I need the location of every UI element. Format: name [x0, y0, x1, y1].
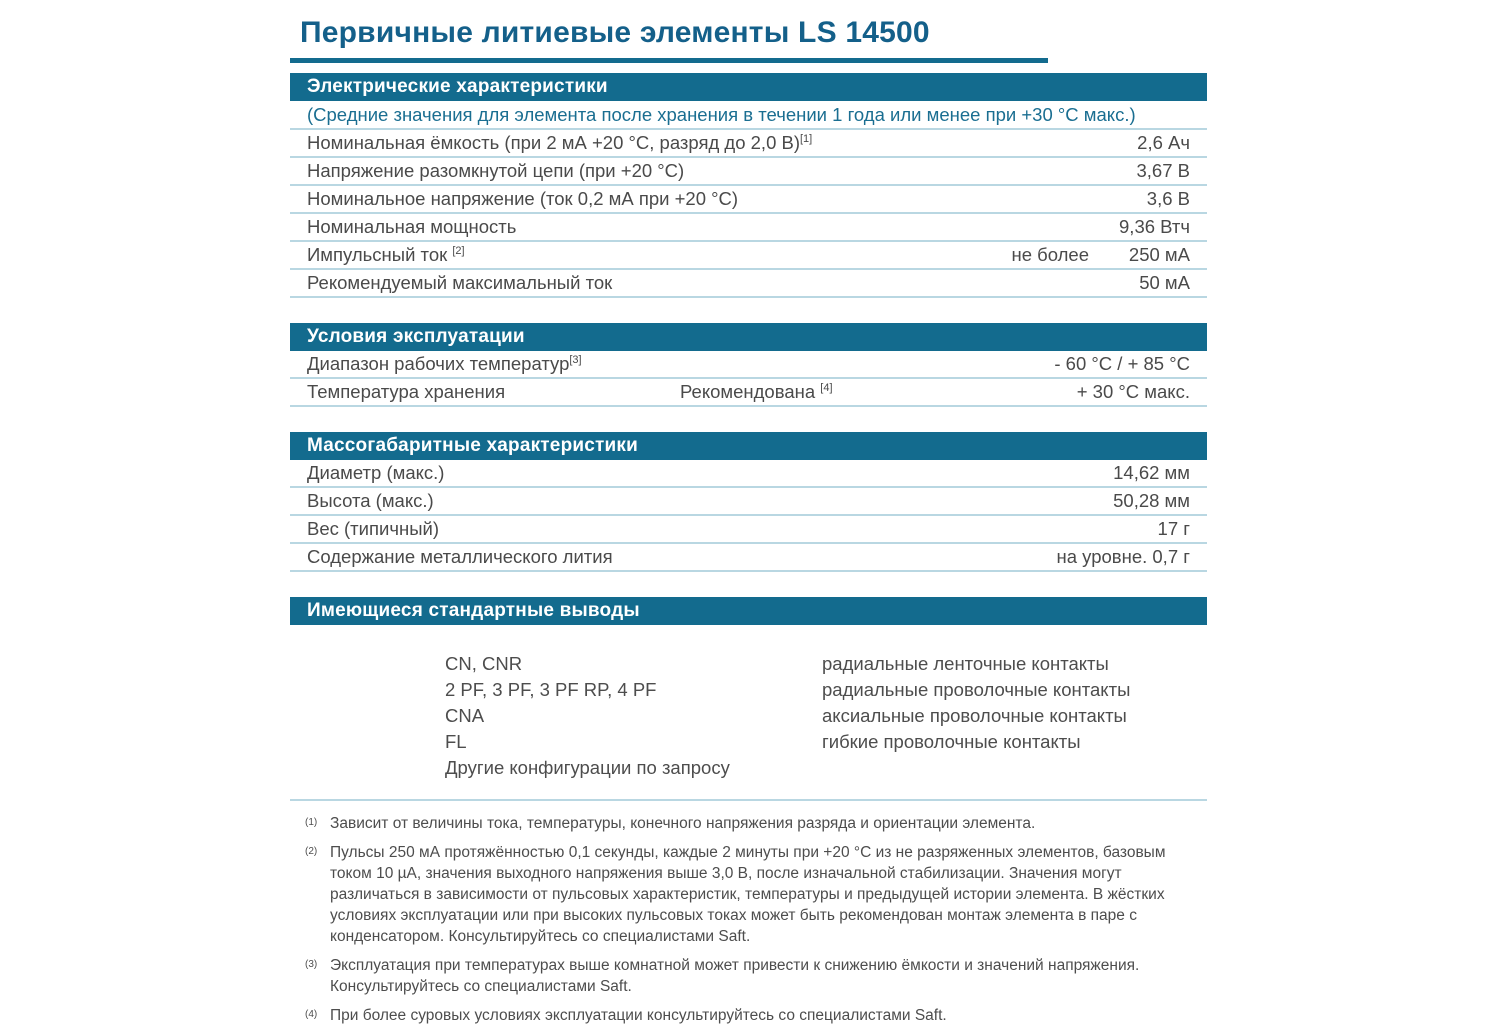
footnote-text: Пульсы 250 мА протяжённостью 0,1 секунды, каждые 2 минуты при +20 °C из не разряженных элементов, базовым током 10 µА, значения выходного напряжения выше 3,0 В, после изначальной стабилизации. Значения могут различаться в зависимости от пульсовых характеристик, температуры и предыдущей истории элемента. В жёстких условиях эксплуатации или при высоких пульсовых токах может быть рекомендован монтаж элемента в паре с конденсатором. Консультируйтесь со специалистами Saft. [330, 844, 1166, 945]
section-header-terminals: Имеющиеся стандартные выводы [290, 597, 1207, 625]
row-value: 9,36 Втч [1119, 216, 1190, 237]
row-label: Диаметр (макс.) [307, 462, 445, 483]
row-value: - 60 °C / + 85 °C [1054, 353, 1190, 374]
footnotes-divider [290, 799, 1207, 801]
table-row [290, 242, 1207, 270]
section-header-physical: Массогабаритные характеристики [290, 432, 1207, 460]
table-row [290, 186, 1207, 214]
section-terminals [290, 597, 1207, 795]
list-item [445, 677, 1207, 703]
datasheet-page [290, 14, 1207, 1034]
table-row [290, 158, 1207, 186]
footnote-text: Эксплуатация при температурах выше комнатной может привести к снижению ёмкости и значений напряжения. Консультируйтесь со специалистами Saft. [330, 957, 1140, 995]
row-value: 50,28 мм [1113, 490, 1190, 511]
footnote [305, 813, 1207, 834]
page-title: Первичные литиевые элементы LS 14500 [300, 16, 930, 49]
terminal-code: Другие конфигурации по запросу [445, 757, 730, 778]
terminal-code: 2 PF, 3 PF, 3 PF RP, 4 PF [445, 679, 657, 700]
section-electrical [290, 73, 1207, 298]
footnote [305, 955, 1207, 997]
row-label: Номинальная ёмкость (при 2 мА +20 °C, разряд до 2,0 В)[1] [307, 132, 813, 153]
row-label: Номинальное напряжение (ток 0,2 мА при +20 °C) [307, 188, 739, 209]
footnote-marker: (1) [305, 817, 318, 828]
row-value: 14,62 мм [1113, 462, 1190, 483]
footnote [305, 1005, 1207, 1026]
footnote-text: Зависит от величины тока, температуры, конечного напряжения разряда и ориентации элемента. [330, 815, 1036, 832]
terminal-description: радиальные проволочные контакты [822, 679, 1131, 700]
row-label: Содержание металлического лития [307, 546, 613, 567]
section-header-operating: Условия эксплуатации [290, 323, 1207, 351]
row-value: на уровне. 0,7 г [1056, 546, 1190, 567]
terminal-description [822, 755, 1207, 781]
terminals-list [290, 625, 1207, 795]
list-item [445, 755, 1207, 781]
table-row [290, 379, 1207, 407]
footnote [305, 842, 1207, 947]
footnote-marker: (3) [305, 959, 318, 970]
footnotes [290, 813, 1207, 1026]
row-value: 50 мА [1139, 272, 1190, 293]
section-physical [290, 432, 1207, 572]
row-label: Вес (типичный) [307, 518, 439, 539]
list-item [445, 729, 1207, 755]
terminal-code: CN, CNR [445, 653, 523, 674]
terminal-description: гибкие проволочные контакты [822, 731, 1081, 752]
row-value: + 30 °C макс. [1076, 381, 1190, 402]
row-label: Напряжение разомкнутой цепи (при +20 °C) [307, 160, 685, 181]
footnote-ref: [4] [820, 381, 833, 394]
table-row [290, 544, 1207, 572]
table-row [290, 130, 1207, 158]
terminal-code: CNA [445, 705, 485, 726]
row-label: Диапазон рабочих температур[3] [307, 353, 582, 374]
row-value: 3,67 В [1136, 160, 1190, 181]
row-label: Номинальная мощность [307, 216, 517, 237]
table-row [290, 516, 1207, 544]
row-value: 17 г [1157, 518, 1190, 539]
table-row [290, 460, 1207, 488]
row-qualifier: Рекомендована [4] [680, 381, 833, 402]
section-operating-conditions [290, 323, 1207, 407]
row-label: Импульсный ток [2] [307, 244, 465, 265]
terminal-description: аксиальные проволочные контакты [822, 705, 1127, 726]
section-subtitle-electrical: (Средние значения для элемента после хранения в течении 1 года или менее при +30 °C макс.) [290, 101, 1207, 130]
table-row [290, 351, 1207, 379]
row-qualifier: не более [1011, 244, 1089, 265]
table-row [290, 488, 1207, 516]
table-row [290, 214, 1207, 242]
footnote-marker: (4) [305, 1009, 318, 1020]
row-value: 2,6 Ач [1137, 132, 1190, 153]
footnote-ref: [1] [800, 132, 813, 145]
footnote-ref: [3] [569, 353, 582, 366]
list-item [445, 703, 1207, 729]
terminal-code: FL [445, 731, 467, 752]
row-value: 3,6 В [1146, 188, 1190, 209]
row-value: 250 мА [1128, 244, 1190, 265]
footnote-text: При более суровых условиях эксплуатации консультируйтесь со специалистами Saft. [330, 1007, 947, 1024]
footnote-marker: (2) [305, 846, 318, 857]
row-label: Высота (макс.) [307, 490, 434, 511]
table-row [290, 270, 1207, 298]
section-header-electrical: Электрические характеристики [290, 73, 1207, 101]
list-item [445, 651, 1207, 677]
footnote-ref: [2] [452, 244, 465, 257]
title-underline [290, 58, 1048, 63]
row-label: Рекомендуемый максимальный ток [307, 272, 613, 293]
terminal-description: радиальные ленточные контакты [822, 653, 1109, 674]
row-label: Температура хранения [307, 381, 506, 402]
